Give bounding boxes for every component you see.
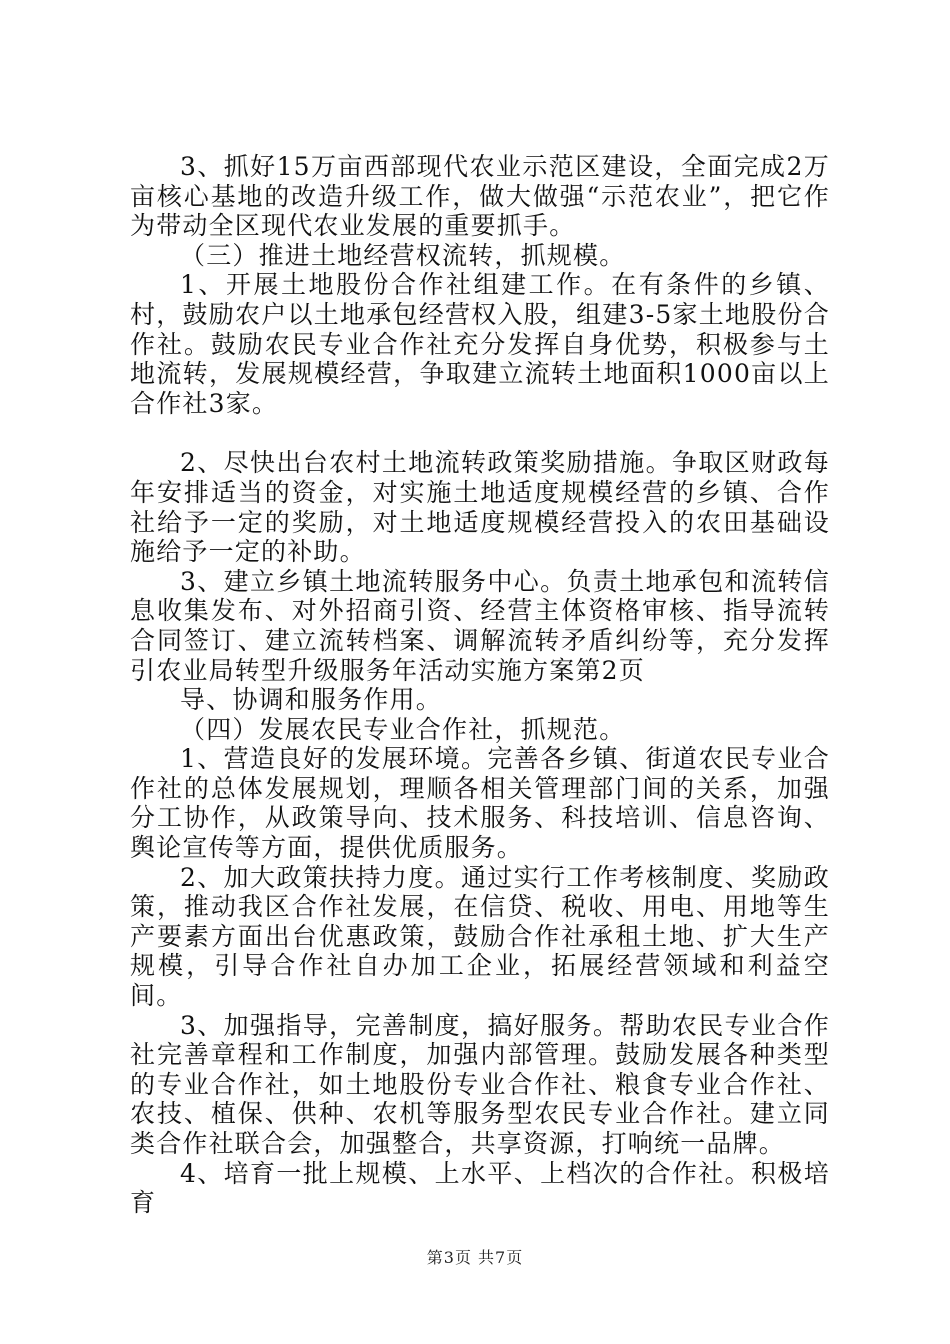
paragraph-guidance: 3、加强指导，完善制度，搞好服务。帮助农民专业合作社完善章程和工作制度，加强内部管理。鼓励发展各种类型的专业合作社，如土地股份专业合作社、粮食专业合作社、农技、植保、供种、农机等服务型农民专业合作社。建立同类合作社联合会，加强整合，共享资源，打响统一品牌。	[130, 1010, 830, 1158]
section-heading-land-transfer: （三）推进土地经营权流转，抓规模。	[180, 240, 626, 270]
paragraph-environment: 1、营造良好的发展环境。完善各乡镇、街道农民专业合作社的总体发展规划，理顺各相关管理部门间的关系，加强分工协作，从政策导向、技术服务、科技培训、信息咨询、舆论宣传等方面，提供优质服务。	[130, 744, 830, 863]
paragraph-transfer-service-center: 3、建立乡镇土地流转服务中心。负责土地承包和流转信息收集发布、对外招商引资、经营主体资格审核、指导流转合同签订、建立流转档案、调解流转矛盾纠纷等，充分发挥引农业局转型升级服务年活动实施方案第2页	[130, 566, 830, 685]
paragraph-demo-zone: 3、抓好15万亩西部现代农业示范区建设，全面完成2万亩核心基地的改造升级工作，做大做强“示范农业”，把它作为带动全区现代农业发展的重要抓手。	[130, 152, 830, 241]
paragraph-policy-support: 2、加大政策扶持力度。通过实行工作考核制度、奖励政策，推动我区合作社发展，在信贷、税收、用电、用地等生产要素方面出台优惠政策，鼓励合作社承租土地、扩大生产规模，引导合作社自办加工企业，拓展经营领域和利益空间。	[130, 862, 830, 1011]
paragraph-continuation: 导、协调和服务作用。	[180, 685, 443, 715]
paragraph-land-share-coop: 1、开展土地股份合作社组建工作。在有条件的乡镇、村，鼓励农户以土地承包经营权入股，组建3-5家土地股份合作社。鼓励农民专业合作社充分发挥自身优势，积极参与土地流转，发展规模经营，争取建立流转土地面积1000亩以上合作社3家。	[130, 270, 830, 418]
section-heading-cooperatives: （四）发展农民专业合作社，抓规范。	[180, 714, 626, 744]
paragraph-cultivate-coops: 4、培育一批上规模、上水平、上档次的合作社。积极培育	[130, 1158, 830, 1218]
paragraph-transfer-incentives: 2、尽快出台农村土地流转政策奖励措施。争取区财政每年安排适当的资金，对实施土地适度规模经营的乡镇、合作社给予一定的奖励，对土地适度规模经营投入的农田基础设施给予一定的补助。	[130, 448, 830, 567]
page-footer: 第3页 共7页	[426, 1248, 524, 1267]
document-body	[130, 152, 830, 1218]
